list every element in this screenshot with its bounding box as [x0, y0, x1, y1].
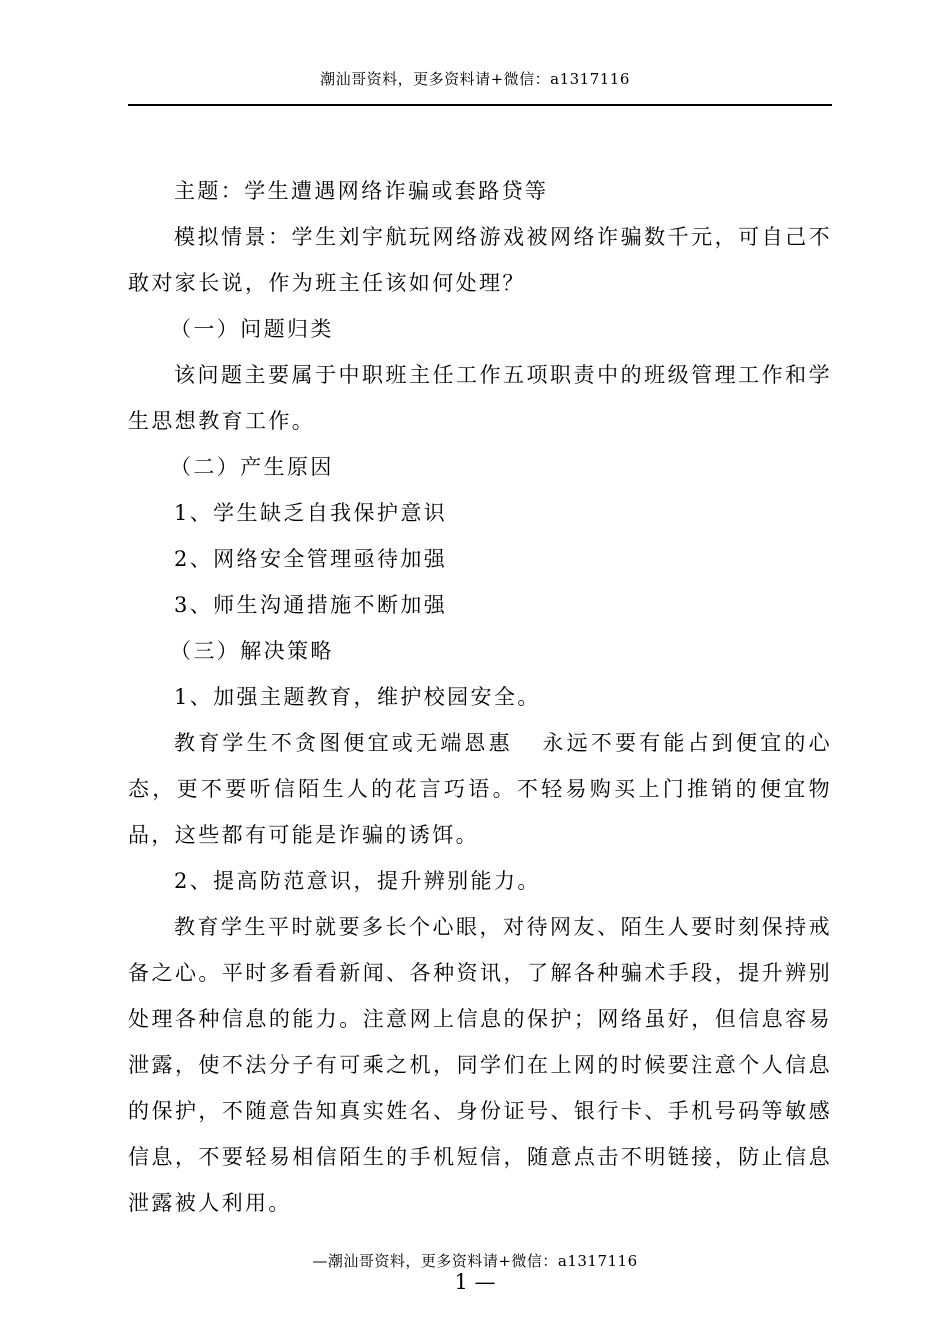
section-heading-causes: （二）产生原因 — [170, 455, 334, 479]
header-divider — [128, 104, 832, 106]
strategy-heading-2: 2、提高防范意识，提升辨别能力。 — [174, 869, 541, 893]
section-heading-classification: （一）问题归类 — [170, 317, 334, 341]
document-body — [128, 168, 832, 1226]
page-number: 1 — — [454, 1270, 496, 1294]
cause-item-1: 1、学生缺乏自我保护意识 — [174, 501, 448, 525]
strategy-heading-1: 1、加强主题教育，维护校园安全。 — [174, 685, 541, 709]
cause-item-3: 3、师生沟通措施不断加强 — [174, 593, 448, 617]
footer-text: —潮汕哥资料，更多资料请+微信：a1317116 — [312, 1252, 638, 1270]
section-heading-strategies: （三）解决策略 — [170, 639, 334, 663]
cause-item-2: 2、网络安全管理亟待加强 — [174, 547, 448, 571]
classification-paragraph: 该问题主要属于中职班主任工作五项职责中的班级管理工作和学生思想教育工作。 — [128, 363, 832, 433]
header-text: 潮汕哥资料，更多资料请+微信：a1317116 — [320, 70, 630, 88]
topic-line: 主题：学生遭遇网络诈骗或套路贷等 — [174, 179, 549, 203]
scenario-paragraph: 模拟情景：学生刘宇航玩网络游戏被网络诈骗数千元，可自己不敢对家长说，作为班主任该如何处理？ — [128, 225, 832, 295]
strategy-paragraph-2: 教育学生平时就要多长个心眼，对待网友、陌生人要时刻保持戒备之心。平时多看看新闻、各种资讯，了解各种骗术手段，提升辨别处理各种信息的能力。注意网上信息的保护；网络虽好，但信息容易泄露，使不法分子有可乘之机，同学们在上网的时候要注意个人信息的保护，不随意告知真实姓名、身份证号、银行卡、手机号码等敏感信息，不要轻易相信陌生的手机短信，随意点击不明链接，防止信息泄露被人利用。 — [128, 915, 832, 1215]
strategy-paragraph-1: 教育学生不贪图便宜或无端恩惠 永远不要有能占到便宜的心态，更不要听信陌生人的花言巧语。不轻易购买上门推销的便宜物品，这些都有可能是诈骗的诱饵。 — [128, 731, 832, 847]
